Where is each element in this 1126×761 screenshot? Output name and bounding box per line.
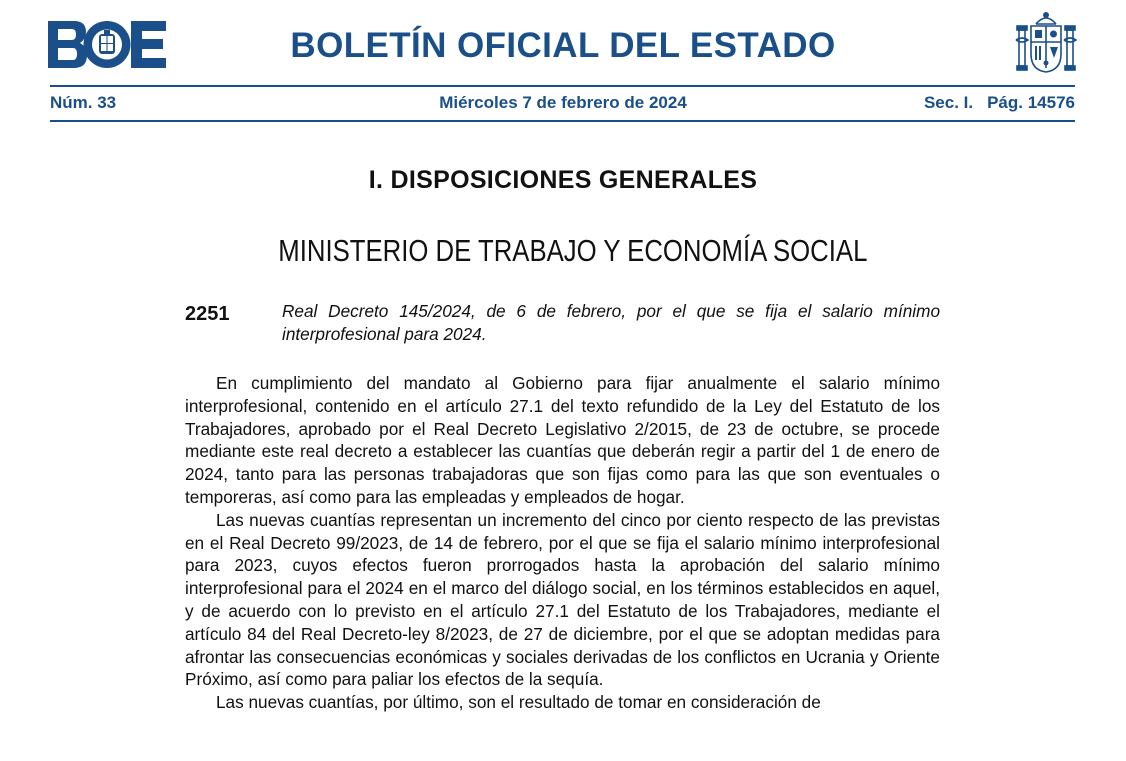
section-label: Sec. I. — [923, 93, 974, 112]
document-body — [185, 372, 940, 714]
issue-number: Núm. 33 — [50, 93, 117, 112]
spain-coat-of-arms-icon — [1014, 10, 1078, 76]
header-rule-top — [50, 85, 1075, 87]
disposition-number: 2251 — [185, 303, 230, 325]
section-heading: I. DISPOSICIONES GENERALES — [368, 166, 758, 194]
gazette-title: BOLETÍN OFICIAL DEL ESTADO — [290, 26, 836, 65]
ministry-heading: MINISTERIO DE TRABAJO Y ECONOMÍA SOCIAL — [278, 233, 868, 268]
disposition-title: Real Decreto 145/2024, de 6 de febrero, por el que se fija el salario mínimo interprofesional para 2024. — [282, 301, 940, 344]
boe-logo — [48, 21, 166, 68]
paragraph: En cumplimiento del mandato al Gobierno para fijar anualmente el salario mínimo interprofesional, contenido en el artículo 27.1 del texto refundido de la Ley del Estatuto de los Trabajadores, aprobado por el Real Decreto Legislativo 2/2015, de 23 de octubre, se procede mediante este real decreto a establecer las cuantías que deberán regir a partir del 1 de enero de 2024, tanto para las personas trabajadoras que son fijas como para las que son eventuales o temporeras, así como para las empleadas y empleados de hogar. — [185, 373, 940, 507]
paragraph: Las nuevas cuantías representan un incremento del cinco por ciento respecto de las previstas en el Real Decreto 99/2023, de 14 de febrero, por el que se fija el salario mínimo interprofesional para 2023, cuyos efectos fueron prorrogados hasta la aprobación del salario mínimo interprofesional para el 2024 en el marco del diálogo social, en los términos establecidos en aquel, y de acuerdo con lo previsto en el artículo 27.1 del Estatuto de los Trabajadores, mediante el artículo 84 del Real Decreto-ley 8/2023, de 27 de diciembre, por el que se adoptan medidas para afrontar las consecuencias económicas y sociales derivadas de los conflictos en Ucrania y Oriente Próximo, así como para paliar los efectos de la sequía. — [185, 509, 940, 690]
page-number: Pág. 14576 — [987, 93, 1075, 112]
issue-date: Miércoles 7 de febrero de 2024 — [439, 93, 687, 112]
paragraph: Las nuevas cuantías, por último, son el resultado de tomar en consideración de — [216, 692, 821, 713]
section-page-info — [924, 93, 1075, 113]
header-rule-bottom — [50, 120, 1075, 122]
